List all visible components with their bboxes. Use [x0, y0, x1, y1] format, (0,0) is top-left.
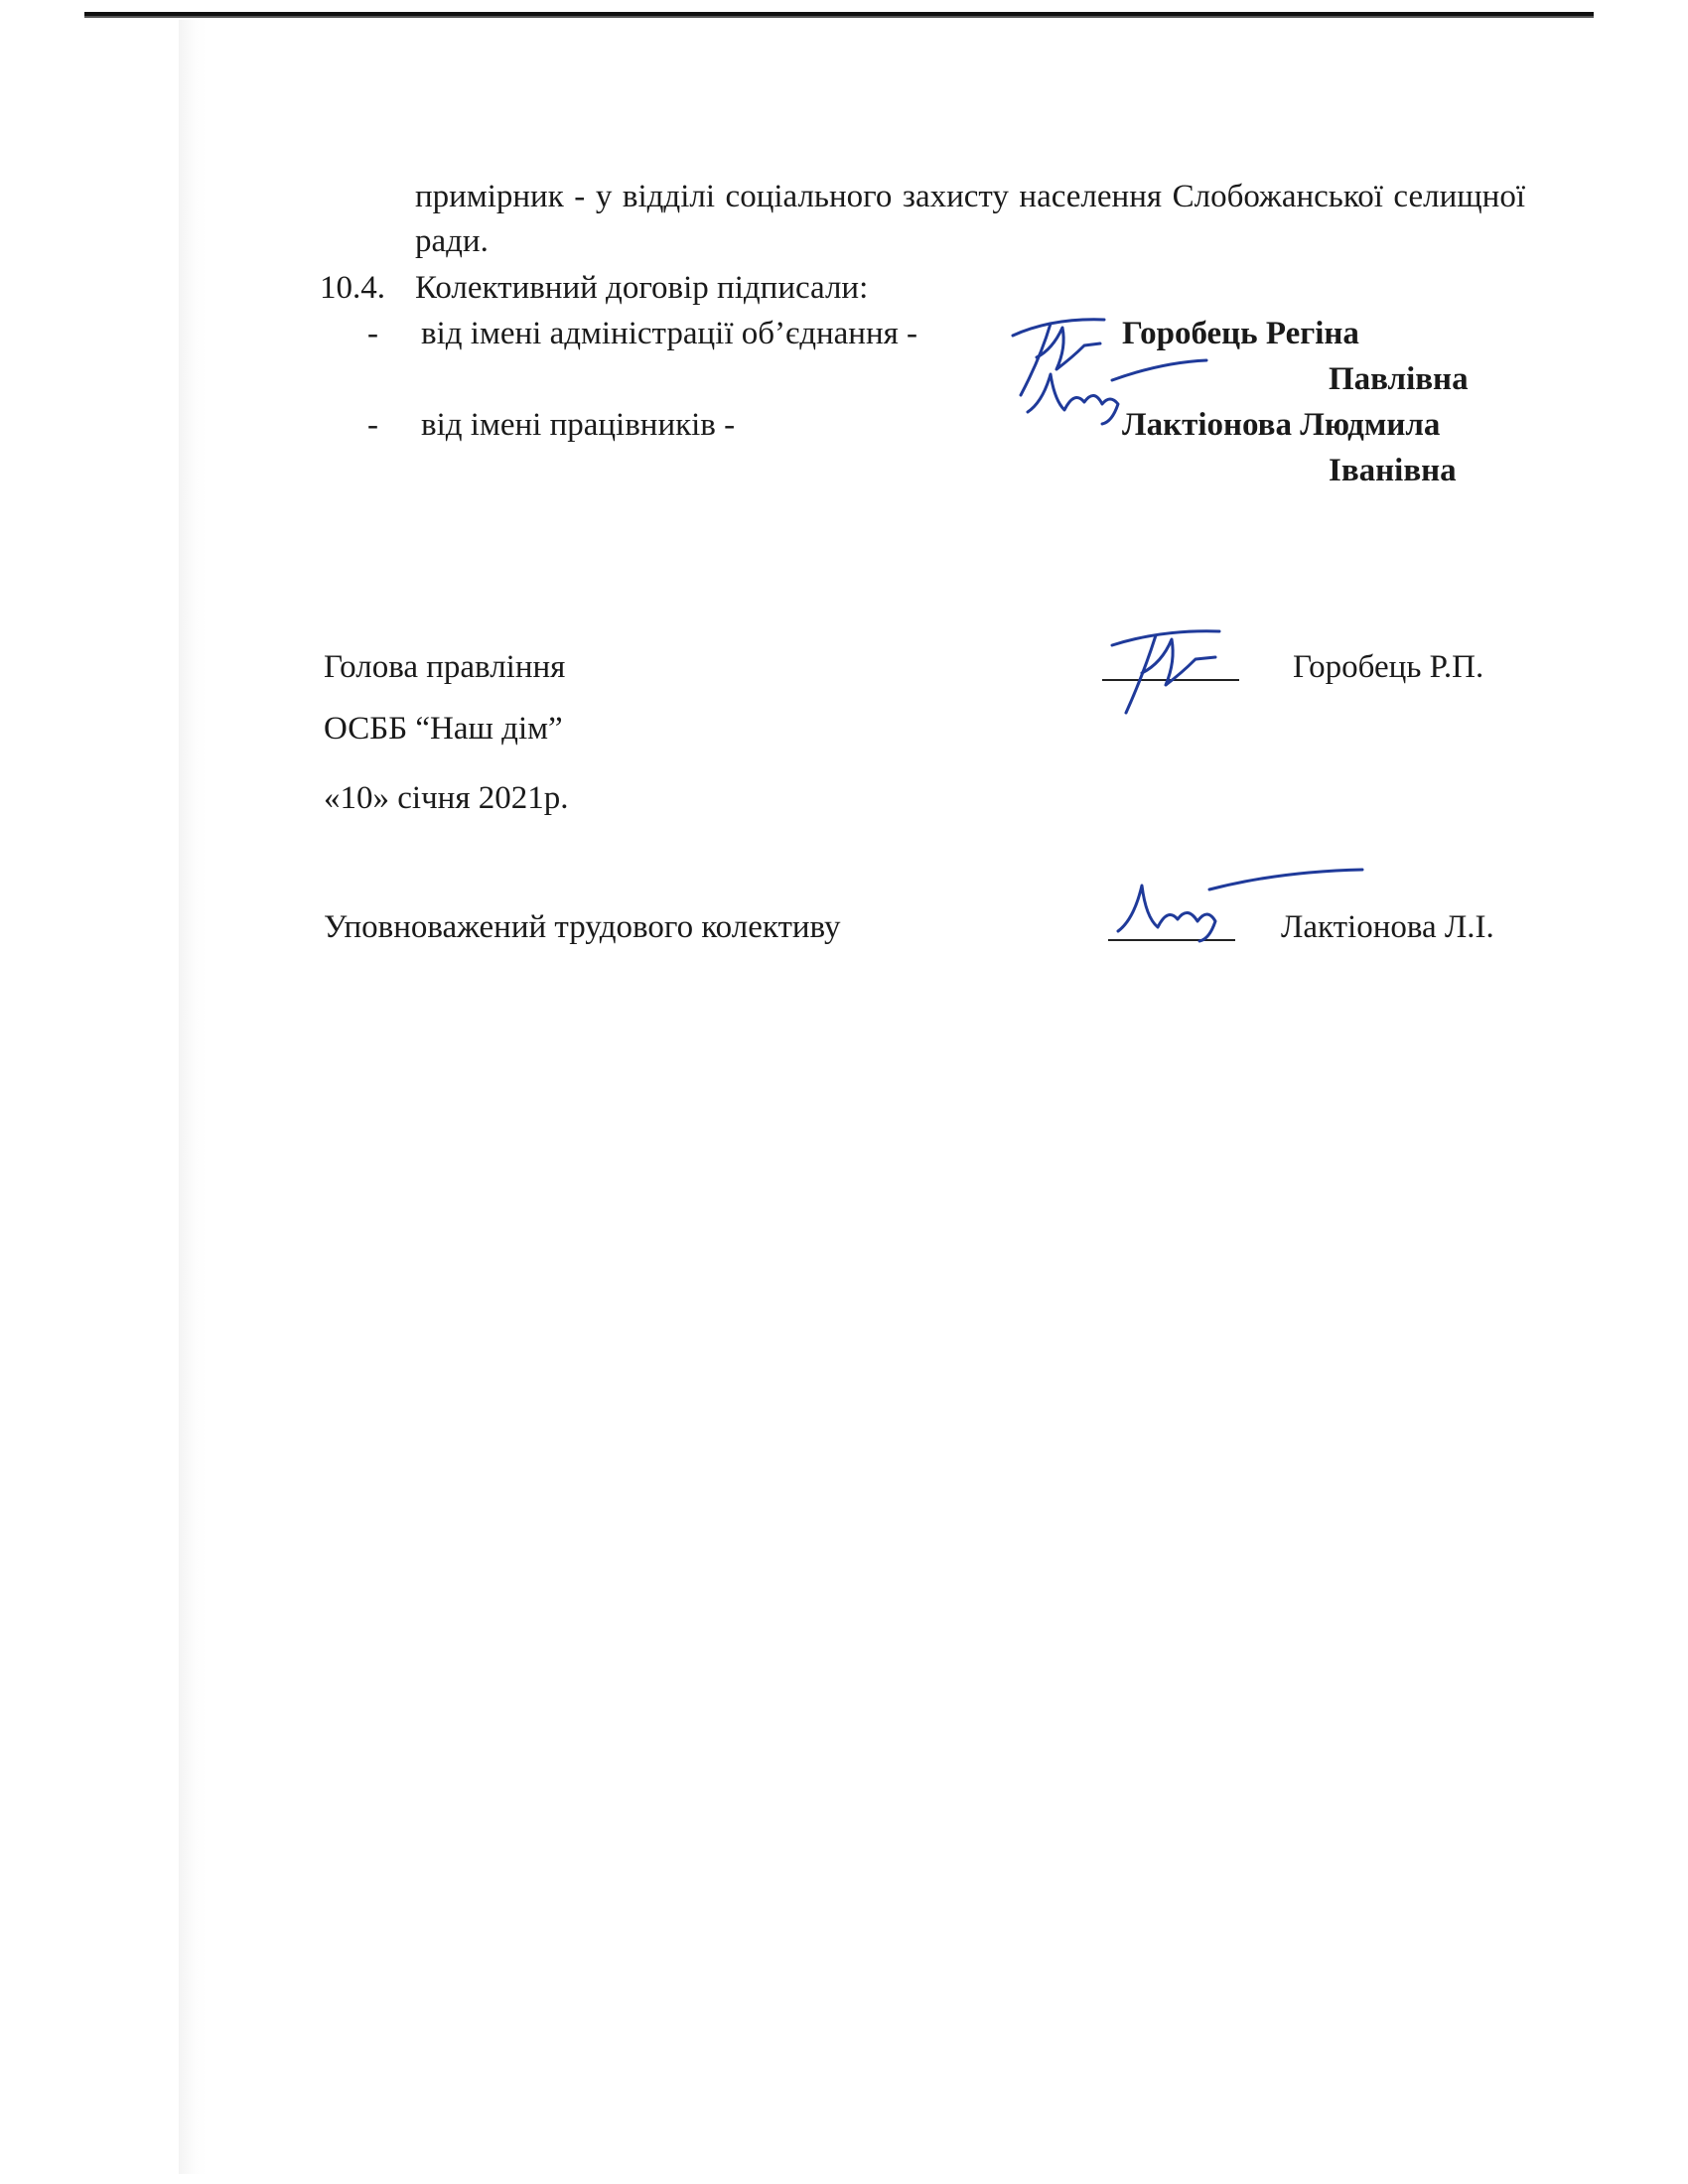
signatory-dash: -: [367, 407, 378, 443]
item-text: Колективний договір підписали:: [415, 270, 869, 306]
item-number: 10.4.: [320, 270, 385, 306]
signatory-dash: -: [367, 316, 378, 351]
handwritten-signature-chair: [1092, 604, 1241, 723]
signatory-name-admin-patronymic: Павлівна: [1329, 361, 1469, 397]
paragraph-continuation: примірник - у відділі соціального захисту населення Слобожанської селищної ради.: [415, 179, 1525, 259]
signatory-name-admin-first: Горобець Регіна: [1122, 316, 1359, 351]
scan-edge-top: [84, 12, 1594, 22]
signatory-label-admin: від імені адміністрації об’єднання -: [421, 316, 918, 351]
signatory-name-workers-first: Лактіонова Людмила: [1122, 407, 1441, 443]
signatory-name-workers-patronymic: Іванівна: [1329, 453, 1457, 488]
handwritten-signature-laktionova: [1003, 352, 1211, 427]
chair-title: Голова правління: [324, 649, 566, 685]
chair-organization: ОСББ “Наш дім”: [324, 711, 563, 747]
representative-title: Уповноважений трудового колективу: [324, 909, 841, 945]
representative-name: Лактіонова Л.І.: [1281, 909, 1494, 945]
scan-edge-left: [179, 20, 207, 2174]
chair-date: «10» січня 2021р.: [324, 780, 569, 816]
chair-name: Горобець Р.П.: [1293, 649, 1484, 685]
signatory-label-workers: від імені працівників -: [421, 407, 736, 443]
